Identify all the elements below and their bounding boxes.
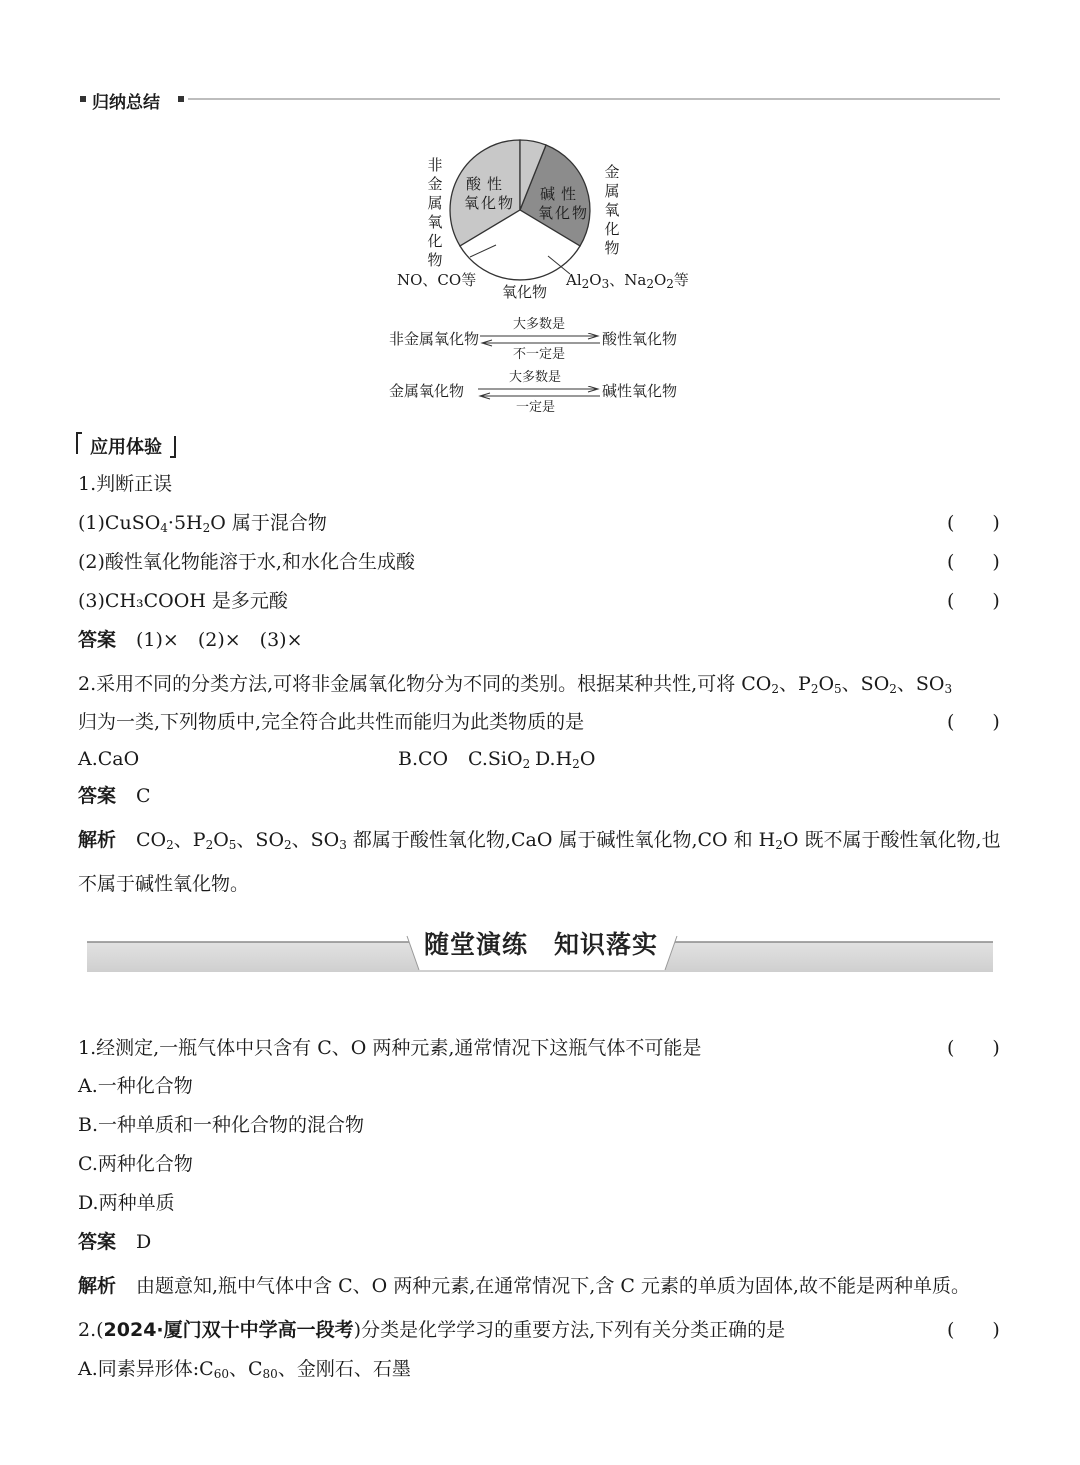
relation1-left: 非金属氧化物 <box>389 330 480 348</box>
relation2-right: 碱性氧化物 <box>602 382 678 400</box>
drill-q1-paren[interactable]: ( ) <box>947 1037 1000 1059</box>
drill-q2-paren[interactable]: ( ) <box>947 1319 1000 1341</box>
heading-square-right <box>178 96 184 102</box>
relation1-bottom: 不一定是 <box>513 347 566 362</box>
label-al2o3-na2o2: $Al_2O_3$、$Na_2O_2$等 <box>566 271 689 291</box>
drill-q1-option-d: D.两种单质 <box>78 1192 175 1214</box>
q2-option-a: A.CaO <box>78 748 140 770</box>
label-nonmetal-oxide-vertical: 非 金 属 氧 化 物 <box>427 156 443 269</box>
q2-analysis-label: 解析 <box>78 829 117 851</box>
q2-option-b: B.CO <box>398 748 449 770</box>
q1-answer: (1)× (2)× (3)× <box>136 629 303 651</box>
label-basic-1: 碱性 <box>540 185 583 203</box>
label-no-co: NO、CO等 <box>397 271 477 289</box>
q2-line-1: 2.采用不同的分类方法,可将非金属氧化物分为不同的类别。根据某种共性,可将 $CO_2$、$P_2O_5$、$SO_2$、$SO_3$ <box>78 673 953 696</box>
bracket-left <box>76 432 82 454</box>
relation2-top: 大多数是 <box>509 370 562 385</box>
drill-q1-answer: D <box>136 1231 152 1253</box>
section-heading: 归纳总结 <box>92 93 160 113</box>
q2-analysis-line-2: 不属于碱性氧化物。 <box>78 873 250 895</box>
q2-answer: C <box>136 785 151 807</box>
relation1-right: 酸性氧化物 <box>602 330 678 348</box>
drill-q1-analysis: 由题意知,瓶中气体中含 C、O 两种元素,在通常情况下,含 C 元素的单质为固体,故不能是两种单质。 <box>136 1275 970 1297</box>
label-acidic-2: 氧化物 <box>464 194 516 212</box>
q1-item-3: (3)CH₃COOH 是多元酸 <box>78 590 288 612</box>
practice-title: 应用体验 <box>90 437 162 458</box>
q2-analysis-line-1: $CO_2$、$P_2O_5$、$SO_2$、$SO_3$ 都属于酸性氧化物,CaO 属于碱性氧化物,CO 和 $H_2O$ 既不属于酸性氧化物,也 <box>136 829 1001 852</box>
drill-q1-option-a: A.一种化合物 <box>78 1075 193 1097</box>
q2-answer-label: 答案 <box>78 785 117 807</box>
heading-square-left <box>80 96 86 102</box>
drill-q1: 1.经测定,一瓶气体中只含有 C、O 两种元素,通常情况下这瓶气体不可能是 <box>78 1037 702 1059</box>
q1-answer-label: 答案 <box>78 629 117 651</box>
q1-item-1: $(1)CuSO_4\cdot 5H_2O$ 属于混合物 <box>78 512 327 535</box>
banner-title: 随堂演练 知识落实 <box>424 930 659 959</box>
q2-option-c: C.SiO$_2$ <box>468 748 531 771</box>
drill-q2-option-a: A.同素异形体$:C_{60}$、$C_{80}$、金刚石、石墨 <box>78 1358 411 1381</box>
q1-item-1-paren[interactable]: ( ) <box>947 512 1000 534</box>
q2-option-d: $D.H_2O$ <box>535 748 596 771</box>
relation2-bottom: 一定是 <box>516 400 556 415</box>
drill-q2-prefix: 2.( <box>78 1319 104 1341</box>
q2-paren[interactable]: ( ) <box>947 711 1000 733</box>
drill-q2-source: 2024·厦门双十中学高一段考 <box>103 1319 354 1341</box>
q1-title: 1.判断正误 <box>78 473 173 495</box>
label-acidic-1: 酸性 <box>466 175 509 193</box>
label-metal-oxide-vertical: 金 属 氧 化 物 <box>604 163 620 257</box>
q1-item-2-paren[interactable]: ( ) <box>947 551 1000 573</box>
drill-q1-option-c: C.两种化合物 <box>78 1153 193 1175</box>
drill-q2-suffix: )分类是化学学习的重要方法,下列有关分类正确的是 <box>353 1319 786 1341</box>
q1-item-3-paren[interactable]: ( ) <box>947 590 1000 612</box>
relation2-left: 金属氧化物 <box>389 382 465 400</box>
heading-rule <box>188 98 1000 100</box>
label-basic-2: 氧化物 <box>538 204 590 222</box>
bracket-right <box>170 436 176 458</box>
drill-q1-analysis-label: 解析 <box>78 1275 117 1297</box>
drill-q1-answer-label: 答案 <box>78 1231 117 1253</box>
label-oxide: 氧化物 <box>502 283 548 301</box>
drill-q1-option-b: B.一种单质和一种化合物的混合物 <box>78 1114 365 1136</box>
drill-q2 <box>78 1318 785 1342</box>
q1-item-2: (2)酸性氧化物能溶于水,和水化合生成酸 <box>78 551 415 573</box>
q2-line-2: 归为一类,下列物质中,完全符合此共性而能归为此类物质的是 <box>78 711 585 733</box>
relation1-top: 大多数是 <box>513 317 566 332</box>
